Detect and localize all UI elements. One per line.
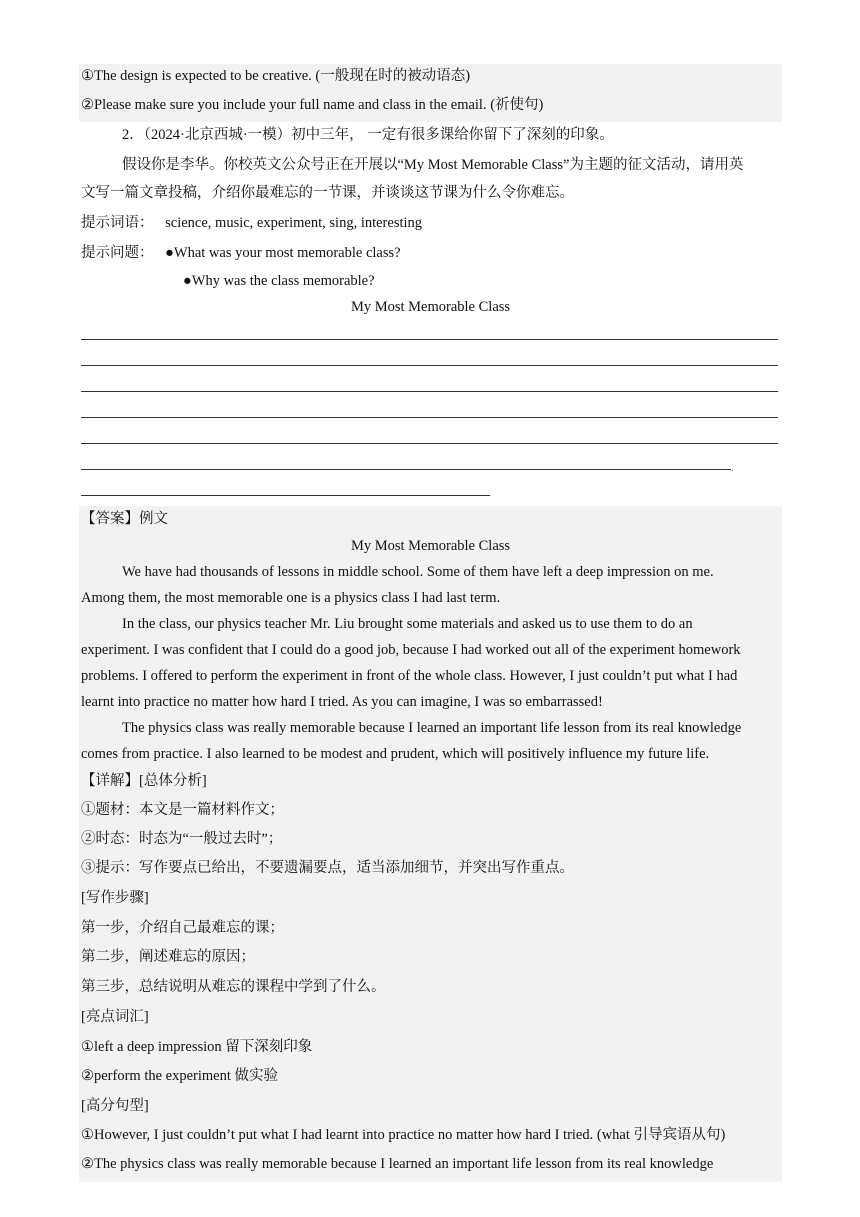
analysis-label: 【详解】[总体分析] <box>81 773 207 789</box>
analysis-point-3: ③提示：写作要点已给出，不要遗漏要点，适当添加细节，并突出写作重点。 <box>81 860 574 876</box>
writing-line[interactable] <box>81 391 778 392</box>
sentence-item-1: ①The design is expected to be creative. (一般现在时的被动语态) <box>81 68 471 84</box>
essay-title: My Most Memorable Class <box>350 299 511 315</box>
hint-words-label: 提示词语： <box>81 215 154 231</box>
answer-para1-line1: We have had thousands of lessons in middle school. Some of them have left a deep impression on me. <box>122 564 714 580</box>
question-prompt-line-1: 假设你是李华。你校英文公众号正在开展以“My Most Memorable Class”为主题的征文活动，请用英 <box>122 157 744 173</box>
hint-words <box>81 213 422 233</box>
step-2: 第二步，阐述难忘的原因； <box>81 949 255 965</box>
vocab-item-2: ②perform the experiment 做实验 <box>81 1068 279 1084</box>
writing-line[interactable] <box>81 469 731 470</box>
step-1: 第一步，介绍自己最难忘的课； <box>81 920 284 936</box>
hint-words-text: science, music, experiment, sing, interesting <box>165 215 423 231</box>
answer-title: My Most Memorable Class <box>350 538 511 554</box>
question-prompt-line-2: 文写一篇文章投稿，介绍你最难忘的一节课，并谈谈这节课为什么令你难忘。 <box>81 185 574 201</box>
answer-label: 【答案】例文 <box>81 511 168 527</box>
analysis-point-2: ②时态：时态为“一般过去时”； <box>81 831 283 847</box>
vocab-item-1: ①left a deep impression 留下深刻印象 <box>81 1039 313 1055</box>
writing-line[interactable] <box>81 365 778 366</box>
step-3: 第三步，总结说明从难忘的课程中学到了什么。 <box>81 979 386 995</box>
hint-question-1: ●What was your most memorable class? <box>165 245 401 261</box>
writing-end-mark: . <box>731 463 734 474</box>
sentence-pattern-label: [高分句型] <box>81 1098 149 1114</box>
hint-question-2: ●Why was the class memorable? <box>183 273 375 289</box>
answer-para2-line3: problems. I offered to perform the experiment in front of the whole class. However, I just couldn’t put what I had <box>81 668 738 684</box>
answer-para2-line1: In the class, our physics teacher Mr. Liu brought some materials and asked us to use them to do an <box>122 616 693 632</box>
hint-questions <box>81 243 401 263</box>
answer-para3-line2: comes from practice. I also learned to be modest and prudent, which will positively influence my future life. <box>81 746 710 762</box>
writing-line[interactable] <box>81 495 490 496</box>
answer-para2-line4: learnt into practice no matter how hard I tried. As you can imagine, I was so embarrassed! <box>81 694 603 710</box>
sentence-pattern-2: ②The physics class was really memorable because I learned an important life lesson from its real knowledge <box>81 1156 714 1172</box>
steps-label: [写作步骤] <box>81 890 149 906</box>
question-heading: 2．（2024·北京西城·一模）初中三年， 一定有很多课给你留下了深刻的印象。 <box>122 127 614 143</box>
analysis-point-1: ①题材：本文是一篇材料作文； <box>81 802 284 818</box>
answer-para3-line1: The physics class was really memorable because I learned an important life lesson from its real knowledge <box>122 720 742 736</box>
writing-line[interactable] <box>81 339 778 340</box>
sentence-pattern-1: ①However, I just couldn’t put what I had learnt into practice no matter how hard I tried. (what 引导宾语从句) <box>81 1127 726 1143</box>
hint-questions-label: 提示问题： <box>81 245 154 261</box>
vocab-label: [亮点词汇] <box>81 1009 149 1025</box>
writing-line[interactable] <box>81 443 778 444</box>
writing-line[interactable] <box>81 417 778 418</box>
sentence-item-2: ②Please make sure you include your full name and class in the email. (祈使句) <box>81 97 544 113</box>
answer-para1-line2: Among them, the most memorable one is a physics class I had last term. <box>81 590 501 606</box>
answer-para2-line2: experiment. I was confident that I could do a good job, because I had worked out all of the experiment homework <box>81 642 741 658</box>
